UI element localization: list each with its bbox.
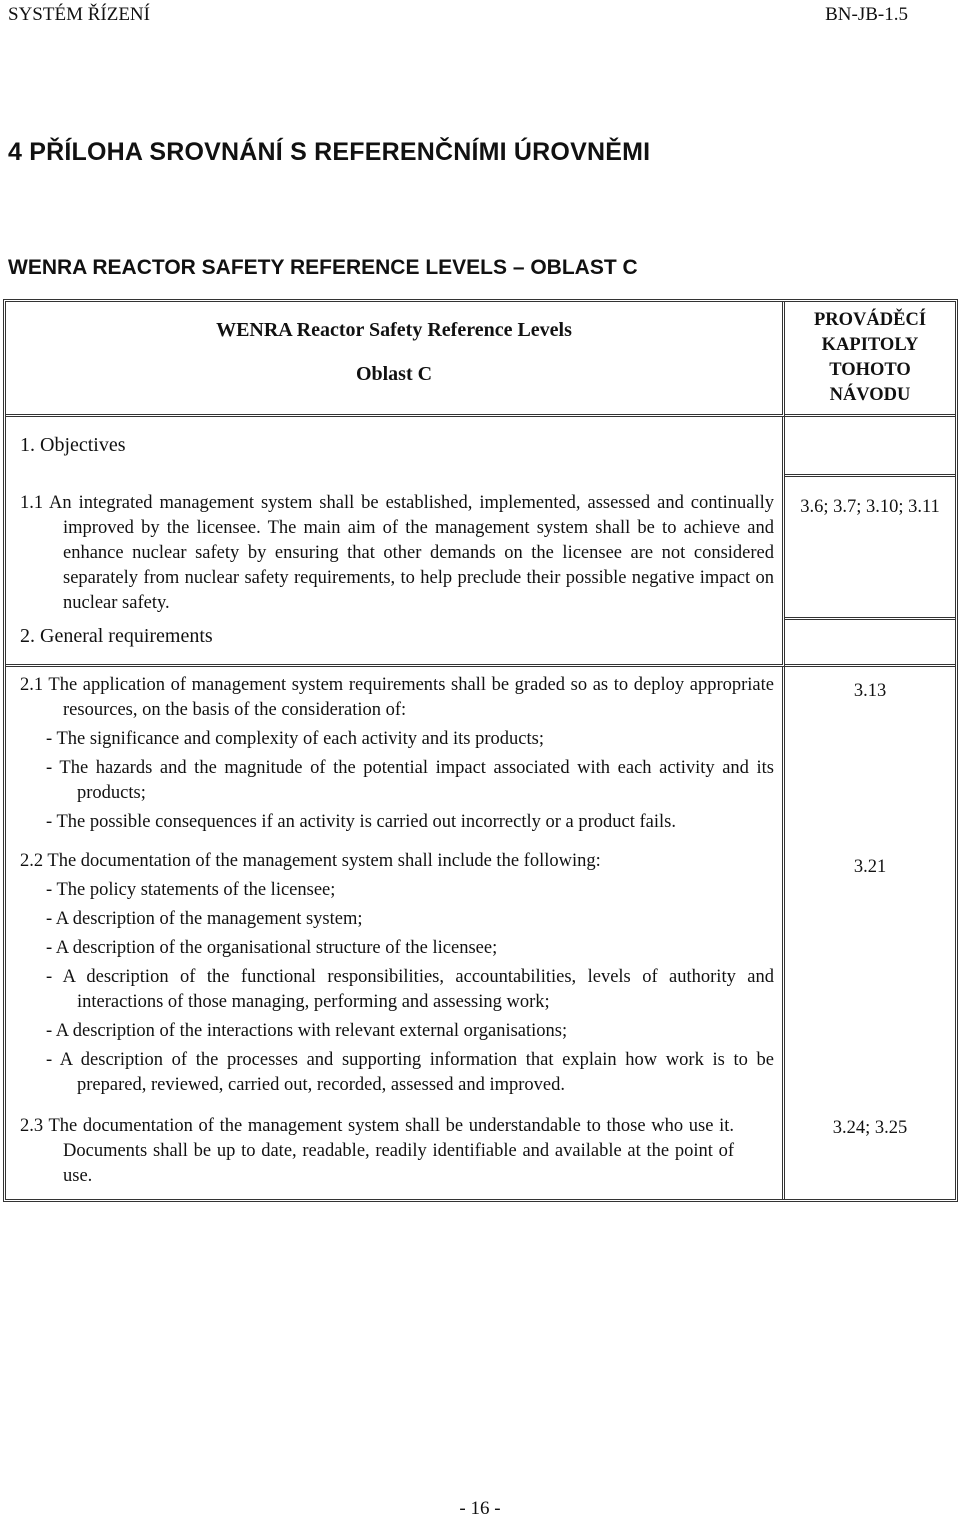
table-row — [6, 1106, 955, 1199]
table-row — [6, 843, 955, 1106]
ref-2-2: 3.21 — [853, 857, 887, 877]
ref-1-1: 3.6; 3.7; 3.10; 3.11 — [800, 497, 940, 517]
column-subtitle: Oblast C — [355, 363, 433, 385]
ref-cell — [785, 477, 955, 620]
table-header-row — [6, 302, 955, 417]
ref-cell — [785, 843, 955, 1106]
ref-2-3: 3.24; 3.25 — [832, 1118, 908, 1138]
page-number: - 16 - — [459, 1498, 501, 1519]
empty-ref-cell — [785, 620, 955, 667]
item-1-1: 1.1 An integrated management system shall be established, implemented, assessed and continually improved by the licensee. The main aim of the management system shall be to achieve and enhance nuclear safety by ensuring that other demands on the licensee are not considered separately from nuclear safety requirements, to help preclude their possible negative impact on nuclear safety. — [20, 493, 774, 613]
table-row — [6, 667, 955, 843]
item-2-3: 2.3 The documentation of the management system shall be understandable to those who use it. Documents shall be up to date, readable, readily identifiable and available at the point of use. — [20, 1116, 734, 1186]
column-title: WENRA Reactor Safety Reference Levels — [216, 319, 572, 341]
empty-ref-cell — [785, 417, 955, 477]
list-item: - A description of the interactions with relevant external organisations; — [46, 1021, 568, 1041]
ref-2-1: 3.13 — [853, 681, 887, 701]
running-header-right: BN-JB-1.5 — [825, 4, 908, 25]
list-item: - A description of the processes and supporting information that explain how work is to be prepared, reviewed, carried out, recorded, assessed and improved. — [46, 1050, 774, 1095]
item-cell — [6, 1106, 785, 1199]
list-item: - The policy statements of the licensee; — [46, 880, 336, 900]
reference-levels-table — [3, 299, 958, 1202]
ref-cell — [785, 1106, 955, 1199]
ref-cell — [785, 667, 955, 843]
list-item: - A description of the functional responsibilities, accountabilities, levels of authority and interactions of those managing, performing and assessing work; — [46, 967, 774, 1012]
list-item: - The significance and complexity of each activity and its products; — [46, 729, 544, 749]
item-2-1: 2.1 The application of management system requirements shall be graded so as to deploy appropriate resources, on the basis of the consideration of: — [20, 675, 774, 720]
section-subheading: WENRA REACTOR SAFETY REFERENCE LEVELS – OBLAST C — [8, 256, 638, 279]
section-cell — [6, 620, 785, 667]
running-header-left: SYSTÉM ŘÍZENÍ — [8, 4, 150, 25]
column-title-chapters: PROVÁDĚCÍ KAPITOLY TOHOTO NÁVODU — [813, 310, 927, 405]
item-2-2: 2.2 The documentation of the management system shall include the following: — [20, 851, 601, 871]
section-cell — [6, 417, 785, 477]
item-cell — [6, 477, 785, 620]
table-row — [6, 417, 955, 477]
list-item: - The possible consequences if an activity is carried out incorrectly or a product fails. — [46, 812, 676, 832]
item-cell — [6, 667, 785, 843]
column-header-levels — [6, 302, 785, 417]
item-cell — [6, 843, 785, 1106]
list-item: - The hazards and the magnitude of the potential impact associated with each activity and its products; — [46, 758, 774, 803]
table-row — [6, 620, 955, 667]
column-header-chapters — [785, 302, 955, 417]
table-row — [6, 477, 955, 620]
section-general-requirements: 2. General requirements — [20, 625, 213, 647]
list-item: - A description of the organisational structure of the licensee; — [46, 938, 498, 958]
chapter-heading: 4 PŘÍLOHA SROVNÁNÍ S REFERENČNÍMI ÚROVNĚMI — [8, 138, 651, 166]
list-item: - A description of the management system; — [46, 909, 363, 929]
section-objectives: 1. Objectives — [20, 434, 126, 456]
